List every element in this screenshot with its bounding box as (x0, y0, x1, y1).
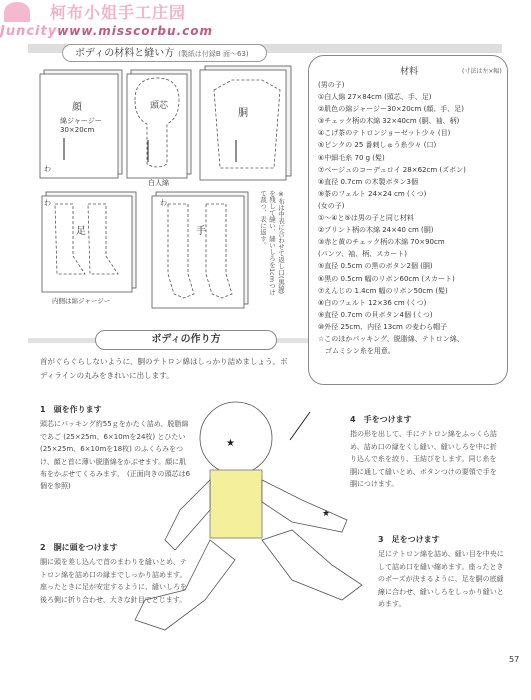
materials-item: ⑨茶のフェルト 24×24 cm (くつ) (318, 189, 427, 198)
watermark-title: 柯布小姐手工庄园 (50, 3, 187, 22)
materials-item: ゴムミシン糸を用意。 (318, 347, 395, 356)
pattern-title-note: (製紙は付録B 面～63) (178, 50, 249, 58)
materials-item: ⑦えんじの 1.4cm 幅のリボン50cm (髪) (318, 286, 448, 295)
piece-label-face: 顔 (72, 102, 82, 113)
pattern-title-text: ボディの材料と縫い方 (75, 48, 175, 59)
step-1-body: 頭芯にパッキング約55ｇをかたく詰め、脱脂綿であご (25×25m、6×10mを24枚) とひたい (25×25m、6×10mを18枚) のふくらみをつけ、顔と首に薄い脱脂綿をかぶせます。顔に肌布をかぶせてくるみます。 (正面向きの頭芯は6個を参照) (40, 420, 191, 491)
materials-item: (パンツ、袖、柄、スカート) (318, 250, 407, 259)
page-number: 57 (509, 655, 520, 664)
materials-item: ⑨直径 0.7cm の貝ボタン4個 (くつ) (318, 310, 433, 319)
materials-item: ③チェック柄の木綿 32×40cm (胴、袖、柄) (318, 117, 460, 126)
piece-label-leg: 足 (76, 226, 86, 237)
piece-arm-leg-fabric: 内側は綿ジャージー (52, 297, 111, 305)
watermark-brand-name: Juncity (0, 24, 58, 39)
materials-item: ①白人綿 27×84cm (頭芯、手、足) (318, 93, 432, 102)
svg-text:★: ★ (226, 438, 235, 449)
materials-item: ①～④と⑤は男の子と同じ材料 (318, 214, 414, 223)
materials-item: ②肌色の綿ジャージー30×20cm (顔、手、足) (318, 105, 465, 114)
watermark-domain: www.misscorbu.com (57, 24, 213, 38)
step-2-body: 胴に頭を差し込んで首のまわりを縫いとめ、テトロン綿を詰め口の縁までしっかり詰めます。座ったときに足が安定するように、縫いしろを後ろ側に折り合わせ、大きな針目でとじます。 (40, 558, 187, 604)
step-4-body: 指の形を出して、手にテトロン綿をふっくら詰め、詰め口の縁をくし縫い、縫いしろを中に折り込んで糸を絞り、玉結びをします。同じ糸を胴に通して縫いとめ、ボタンつけの要領で手を胴につけます。 (350, 430, 497, 489)
svg-text:★: ★ (322, 509, 331, 519)
piece-face-fabric: 綿ジャージー 30×20cm (60, 117, 102, 134)
fold-mark-2: わ (44, 199, 51, 207)
materials-note: (寸法は左×幅) (462, 68, 502, 75)
piece-torso-note: 白人綿 (148, 179, 169, 187)
materials-item: ②プリント柄の木綿 24×40 cm (胴) (318, 226, 434, 235)
howto-title: ボディの作り方 (95, 330, 277, 350)
materials-item: ⑦ベージュのコーデュロイ 28×62cm (ズボン) (318, 165, 466, 174)
fold-mark-3: わ (160, 199, 167, 207)
materials-item: ⑧白のフェルト 12×36 cm (くつ) (318, 298, 427, 307)
step-1 (40, 404, 192, 493)
materials-item: ④こげ茶のテトロンジョーゼット少々 (目) (318, 129, 451, 138)
step-4 (350, 414, 500, 490)
step-3-body: 足にテトロン綿を詰め、縫い目を中央にして詰め口を縫い縮めます。座ったときのポーズが決まるように、足を胴の底縫線に合わせ、縫いしろをしっかり縫いとめます。 (378, 550, 504, 609)
materials-item: ⑩外径 25cm、内径 13cm の麦わら帽子 (318, 322, 448, 331)
materials-item: ⑤ピンクの 25 番刺しゅう糸少々 (口) (318, 141, 437, 150)
step-4-heading: 4 手をつけます (350, 415, 412, 424)
howto-intro: 首がぐらぐらしないように、胴のテトロン綿はしっかり詰めましょう。ボディラインの丸みをきれいに出します。 (40, 357, 288, 380)
materials-item: ⑥黒の 0.5cm 幅のリボン60cm (スカート) (318, 274, 455, 283)
materials-title: 材料 (400, 67, 419, 77)
step-3 (378, 534, 506, 610)
materials-item: (女の子) (318, 201, 345, 210)
piece-label-head-core: 頭芯 (150, 101, 169, 111)
materials-item: ⑧直径 0.7cm の木製ボタン3個 (318, 177, 418, 186)
materials-list (318, 79, 506, 357)
piece-label-torso: 胴 (238, 108, 248, 119)
materials-item: ☆このほかパッキング、脱脂綿、テトロン綿、 (318, 334, 464, 343)
materials-item: ⑥中細毛糸 70 g (髪) (318, 153, 385, 162)
step-1-heading: 1 頭を作ります (40, 405, 102, 414)
materials-item: ③赤と黄のチェック柄の木綿 70×90cm (318, 238, 445, 247)
pattern-vertical-note: ※布は中表に合わせて返し口(黒線)を残して縫い、縫いしろを1cmつけて裁つ、表に返す。 (259, 190, 285, 296)
materials-item: ⑤直径 0.5cm の黒のボタン2個 (胴) (318, 262, 433, 271)
materials-item: (男の子) (318, 81, 345, 89)
piece-label-arm: 手 (196, 226, 206, 237)
step-2-heading: 2 胴に頭をつけます (40, 543, 118, 552)
step-2 (40, 542, 190, 606)
step-3-heading: 3 足をつけます (378, 535, 440, 544)
fold-mark-1: わ (44, 165, 51, 173)
